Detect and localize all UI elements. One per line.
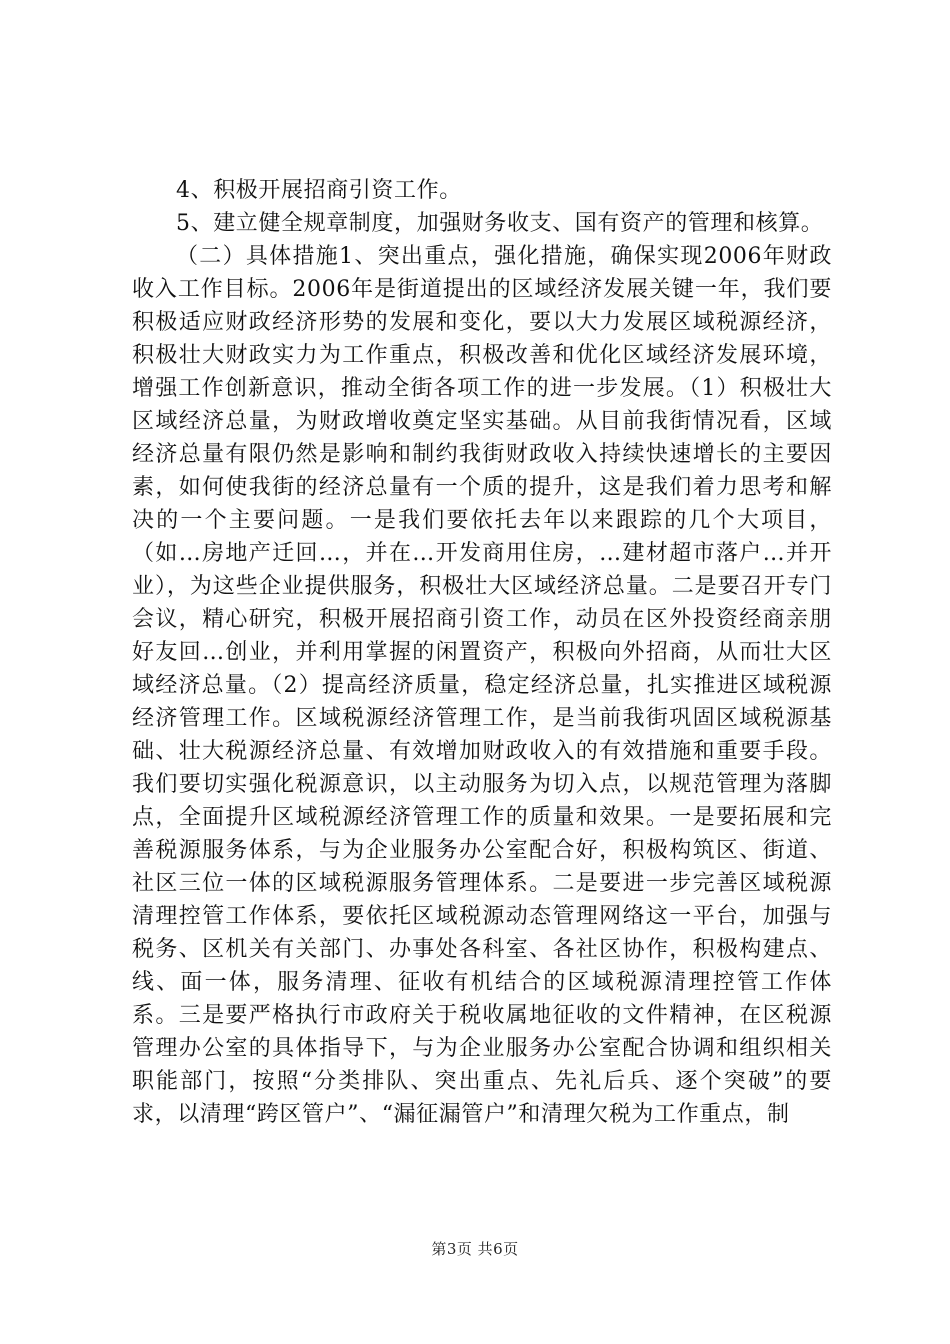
paragraph-item-5: 5、建立健全规章制度，加强财务收支、国有资产的管理和核算。 xyxy=(176,211,824,236)
paragraph-item-4: 4、积极开展招商引资工作。 xyxy=(176,178,462,203)
page-number-footer: 第3页 共6页 xyxy=(431,1240,519,1258)
paragraph-specific-measures: （二）具体措施1、突出重点，强化措施，确保实现2006年财政收入工作目标。2006年是街道提出的区域经济发展关键一年，我们要积极适应财政经济形势的发展和变化，要以大力发展区域税源经济，积极壮大财政实力为工作重点，积极改善和优化区域经济发展环境，增强工作创新意识，推动全街各项工作的进一步发展。（1）积极壮大区域经济总量，为财政增收奠定坚实基础。从目前我街情况看，区域经济总量有限仍然是影响和制约我街财政收入持续快速增长的主要因素，如何使我街的经济总量有一个质的提升，这是我们着力思考和解决的一个主要问题。一是我们要依托去年以来跟踪的几个大项目，（如…房地产迁回…，并在…开发商用住房，…建材超市落户…并开业），为这些企业提供服务，积极壮大区域经济总量。二是要召开专门会议，精心研究，积极开展招商引资工作，动员在区外投资经商亲朋好友回…创业，并利用掌握的闲置资产，积极向外招商，从而壮大区域经济总量。（2）提高经济质量，稳定经济总量，扎实推进区域税源经济管理工作。区域税源经济管理工作，是当前我街巩固区域税源基础、壮大税源经济总量、有效增加财政收入的有效措施和重要手段。我们要切实强化税源意识，以主动服务为切入点，以规范管理为落脚点，全面提升区域税源经济管理工作的质量和效果。一是要拓展和完善税源服务体系，与为企业服务办公室配合好，积极构筑区、街道、社区三位一体的区域税源服务管理体系。二是要进一步完善区域税源清理控管工作体系，要依托区域税源动态管理网络这一平台，加强与税务、区机关有关部门、办事处各科室、各社区协作，积极构建点、线、面一体，服务清理、征收有机结合的区域税源清理控管工作体系。三是要严格执行市政府关于税收属地征收的文件精神，在区税源管理办公室的具体指导下，与为企业服务办公室配合协调和组织相关职能部门，按照“分类排队、突出重点、先礼后兵、逐个突破”的要求，以清理“跨区管户”、“漏征漏管户”和清理欠税为工作重点，制 xyxy=(132,244,832,1127)
document-body xyxy=(132,174,832,1131)
